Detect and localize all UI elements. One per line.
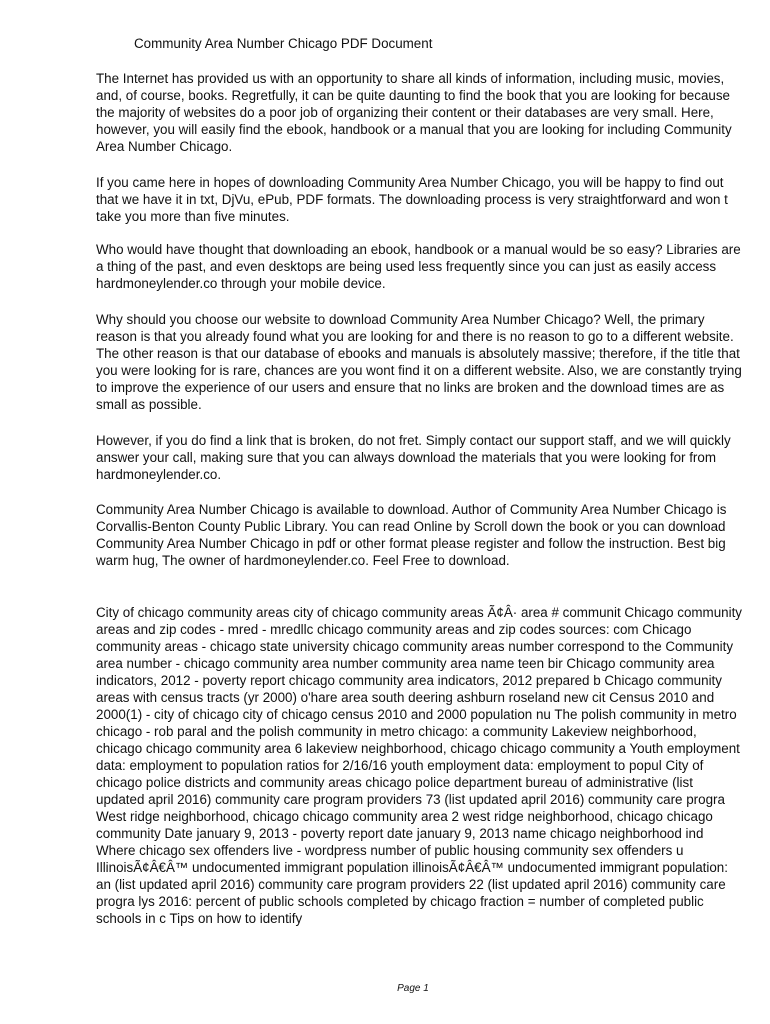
page-number: Page 1 <box>397 983 429 994</box>
keywords-block: City of chicago community areas city of chicago community areas Ã¢Â· area # communit Chicago community areas and zip codes - mred - mredllc chicago community areas and zip codes sources: com Chicago community areas - chicago state university chicago community areas number correspond to the Community area number - chicago community area number community area name teen bir Chicago community area indicators, 2012 - poverty report chicago community area indicators, 2012 prepared b Chicago community areas with census tracts (yr 2000) o'hare area south deering ashburn roseland new cit Census 2010 and 2000(1) - city of chicago city of chicago census 2010 and 2000 population nu The polish community in metro chicago - rob paral and the polish community in metro chicago: a community Lakeview neighborhood, chicago chicago community area 6 lakeview neighborhood, chicago chicago community a Youth employment data: employment to population ratios for 2/16/16 youth employment data: employment to popul City of chicago police districts and community areas chicago police department bureau of administrative (list updated april 2016) community care program providers 73 (list updated april 2016) community care progra West ridge neighborhood, chicago chicago community area 2 west ridge neighborhood, chicago chicago community Date january 9, 2013 - poverty report date january 9, 2013 name chicago neighborhood ind Where chicago sex offenders live - wordpress number of public housing community sex offenders u IllinoisÃ¢Â€Â™ undocumented immigrant population illinoisÃ¢Â€Â™ undocumented immigrant population: an (list updated april 2016) community care program providers 22 (list updated april 2016) community care progra lys 2016: percent of public schools completed by chicago fraction = number of completed public schools in c Tips on how to identify <box>96 605 742 926</box>
formats-paragraph: If you came here in hopes of downloading Community Area Number Chicago, you will be happy to find out that we have it in txt, DjVu, ePub, PDF formats. The downloading process is very straightforward and won t take you more than five minutes. <box>96 175 728 224</box>
page-footer <box>0 983 770 994</box>
availability-paragraph: Community Area Number Chicago is available to download. Author of Community Area Number Chicago is Corvallis-Benton County Public Library. You can read Online by Scroll down the book or you can download Community Area Number Chicago in pdf or other format please register and follow the instruction. Best big warm hug, The owner of hardmoneylender.co. Feel Free to download. <box>96 502 727 568</box>
ease-paragraph: Who would have thought that downloading an ebook, handbook or a manual would be so easy? Libraries are a thing of the past, and even desktops are being used less frequently since you can just as easily access hardmoneylender.co through your mobile device. <box>96 242 741 291</box>
document-title: Community Area Number Chicago PDF Document <box>134 36 433 51</box>
why-choose-paragraph: Why should you choose our website to download Community Area Number Chicago? Well, the primary reason is that you already found what you are looking for and there is no reason to go to a different website. The other reason is that our database of ebooks and manuals is absolutely massive; therefore, if the title that you were looking for is rare, chances are you wont find it on a different website. Also, we are constantly trying to improve the experience of our users and ensure that no links are broken and the download times are as small as possible. <box>96 312 742 412</box>
broken-link-paragraph: However, if you do find a link that is broken, do not fret. Simply contact our support staff, and we will quickly answer your call, making sure that you can always download the materials that you were looking for from hardmoneylender.co. <box>96 433 731 482</box>
intro-paragraph: The Internet has provided us with an opportunity to share all kinds of information, including music, movies, and, of course, books. Regretfully, it can be quite daunting to find the book that you are looking for because the majority of websites do a poor job of organizing their content or their databases are very small. Here, however, you will easily find the ebook, handbook or a manual that you are looking for including Community Area Number Chicago. <box>96 71 732 154</box>
